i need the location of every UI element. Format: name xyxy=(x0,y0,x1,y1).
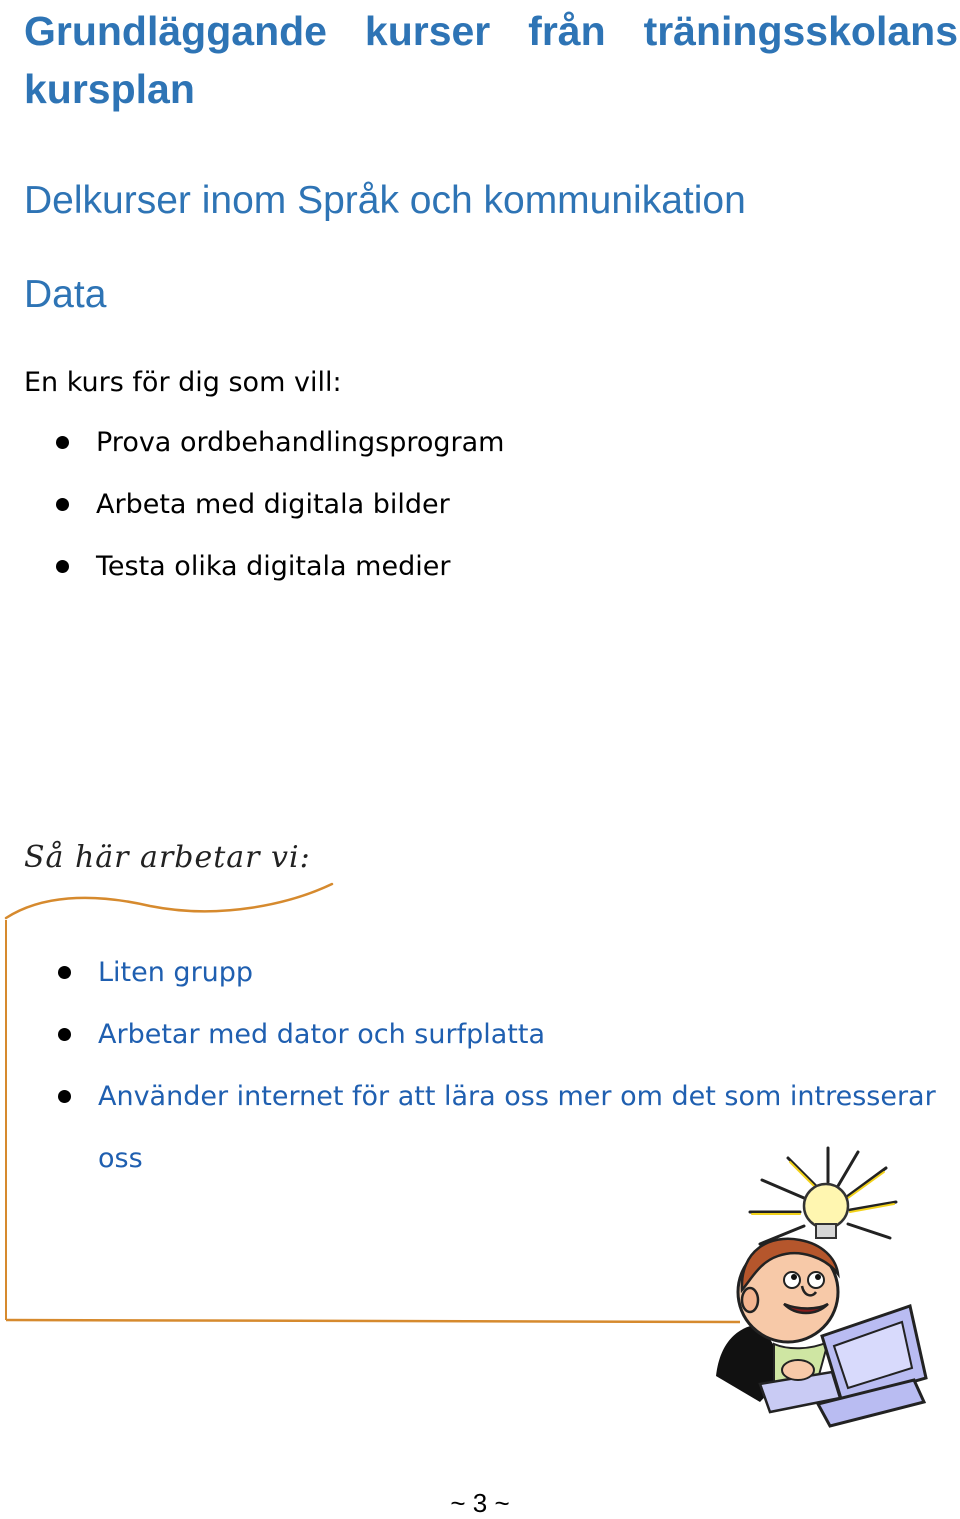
bullet-icon xyxy=(58,1090,71,1103)
lightbulb-icon xyxy=(750,1148,896,1244)
list-item-text: Arbetar med dator och surfplatta xyxy=(98,1019,545,1050)
course-heading: Data xyxy=(24,273,107,316)
bullet-icon xyxy=(58,966,71,979)
list-item xyxy=(96,424,504,486)
list-item-text: Använder internet för att lära oss mer om det som intresserar oss xyxy=(98,1081,936,1174)
bullet-icon xyxy=(56,436,69,449)
bullet-icon xyxy=(56,560,69,573)
work-heading: Så här arbetar vi: xyxy=(24,840,311,875)
goals-list xyxy=(96,424,504,610)
intro-text: En kurs för dig som vill: xyxy=(24,367,342,398)
bullet-icon xyxy=(56,498,69,511)
page-number: ~ 3 ~ xyxy=(450,1488,510,1518)
person-at-computer-illustration xyxy=(700,1140,940,1430)
list-item-text: Arbeta med digitala bilder xyxy=(96,489,450,520)
list-item-text: Testa olika digitala medier xyxy=(96,551,451,582)
section-heading: Delkurser inom Språk och kommunikation xyxy=(24,179,746,222)
list-item xyxy=(96,486,504,548)
list-item-text: Prova ordbehandlingsprogram xyxy=(96,427,505,458)
frame-bottom-line xyxy=(6,1320,740,1322)
list-item-text: Liten grupp xyxy=(98,957,254,988)
list-item xyxy=(96,548,504,610)
page-title: Grundläggande kurser från träningsskolans kursplan xyxy=(24,8,958,112)
frame-top-curve xyxy=(6,884,332,918)
list-item xyxy=(98,954,938,1016)
bullet-icon xyxy=(58,1028,71,1041)
